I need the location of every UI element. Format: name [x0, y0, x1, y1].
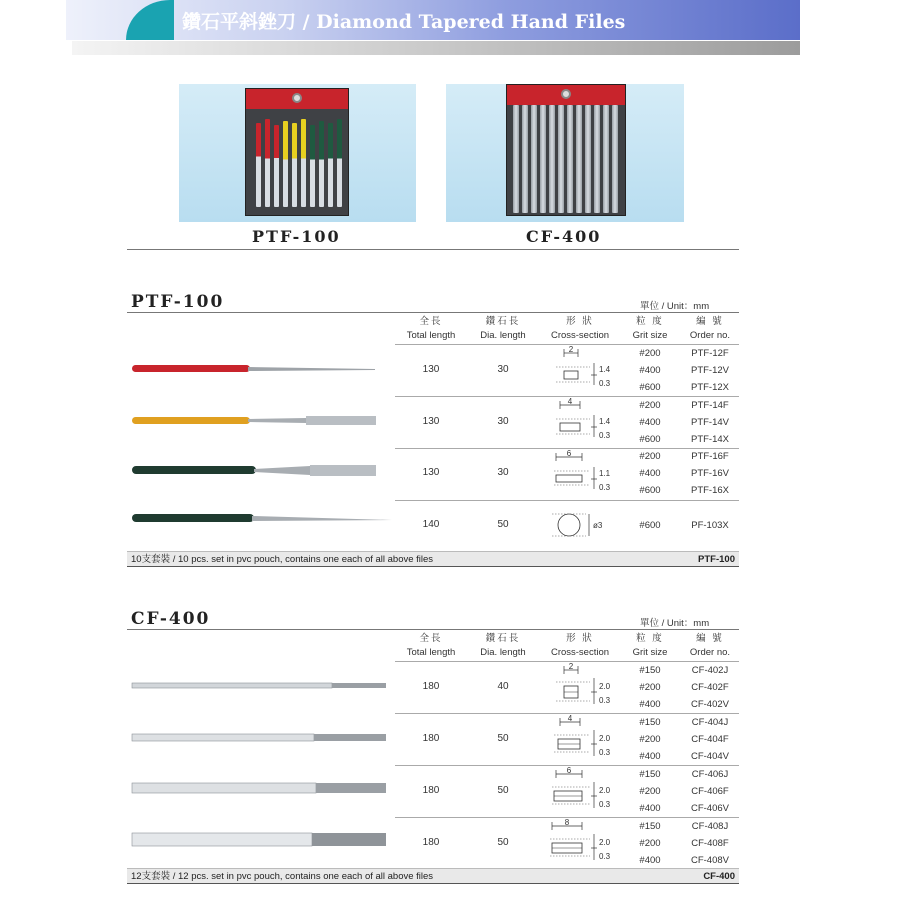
ptf-row2-order-3: PTF-14X: [690, 434, 729, 445]
cf-row3-dia: 50: [497, 785, 509, 796]
ptf-file-image-3: [130, 463, 380, 481]
cf-row2-grit-3: #400: [639, 751, 661, 762]
ptf-row4-grit-1: #600: [639, 520, 661, 531]
cf-row2-total: 180: [422, 733, 440, 744]
ptf-row4-dia: 50: [497, 519, 509, 530]
ptf-row1-grit-1: #200: [639, 348, 661, 359]
ptf-row1-width: 2: [568, 345, 574, 354]
ptf-unit-label: 單位 / Unit：mm: [640, 301, 710, 312]
cf-row3-order-3: CF-406V: [690, 803, 729, 814]
cf-row4-grit-3: #400: [639, 855, 661, 866]
cf-row4-dia: 50: [497, 837, 509, 848]
cf-section-title: CF-400: [131, 609, 211, 629]
ptf-row3-total: 130: [422, 467, 440, 478]
ptf-row1-grit-2: #400: [639, 365, 661, 376]
ptf-file-image-1: [130, 362, 380, 376]
cf-file-image-2: [130, 731, 390, 745]
cf-row4-grit-2: #200: [639, 838, 661, 849]
cf-row1-thick-top: 2.0: [599, 682, 611, 691]
ptf-file-image-4: [130, 511, 396, 527]
ptf-pouch: [245, 88, 349, 216]
cf-row4-thick-bot: 0.3: [599, 852, 611, 861]
cf-file-image-4: [130, 830, 390, 850]
cf-set-footer: [127, 868, 739, 884]
cf-footer-code: CF-400: [703, 871, 735, 882]
cf-row1-order-2: CF-402F: [691, 682, 729, 693]
cf-row3-thick-top: 2.0: [599, 786, 611, 795]
ptf-row1-total: 130: [422, 364, 440, 375]
ptf-row2-dia: 30: [497, 416, 509, 427]
photo-divider: [127, 249, 739, 250]
cf-row3-width: 6: [566, 766, 572, 775]
cf-row3-grit-2: #200: [639, 786, 661, 797]
ptf-row3-cross-section: [552, 449, 624, 491]
ptf-row4-cross-section: [552, 508, 624, 544]
cf-col-cross: 形 狀 Cross-section: [550, 633, 610, 658]
cf-row1-thick-bot: 0.3: [599, 696, 611, 705]
cf-row1-total: 180: [422, 681, 440, 692]
cf-row3-order-1: CF-406J: [691, 769, 729, 780]
page-title: 鑽石平斜銼刀 / Diamond Tapered Hand Files: [182, 11, 626, 33]
cf-row2-grit-2: #200: [639, 734, 661, 745]
cf-row4-width: 8: [564, 818, 570, 827]
cf-row4-cross-section: [548, 818, 624, 862]
ptf-row2-grit-1: #200: [639, 400, 661, 411]
cf-row4-order-3: CF-408V: [690, 855, 729, 866]
cf-row3-cross-section: [552, 766, 624, 810]
ptf-row3-order-2: PTF-16V: [690, 468, 729, 479]
ptf-row3-thick-bot: 0.3: [599, 483, 611, 491]
ptf-title-rule: [127, 312, 739, 313]
cf-row4-order-2: CF-408F: [691, 838, 729, 849]
cf-row4-thick-top: 2.0: [599, 838, 611, 847]
cf-row2-order-2: CF-404F: [691, 734, 729, 745]
ptf-100-caption: PTF-100: [252, 227, 341, 246]
ptf-section-title: PTF-100: [131, 292, 225, 312]
ptf-row4-diameter: ø3: [593, 521, 603, 530]
cf-row2-cross-section: [552, 714, 624, 758]
cf-row1-grit-2: #200: [639, 682, 661, 693]
cf-row4-total: 180: [422, 837, 440, 848]
cf-row3-total: 180: [422, 785, 440, 796]
cf-col-dia: 鑽石長 Dia. length: [480, 633, 526, 658]
ptf-row1-thick-bot: 0.3: [599, 379, 611, 387]
header-underbar: [72, 41, 800, 55]
ptf-col-grit: 粒 度 Grit size: [632, 316, 668, 341]
cf-col-total: 全長 Total length: [406, 633, 456, 658]
ptf-row1-grit-3: #600: [639, 382, 661, 393]
cf-400-product-photo: [446, 84, 684, 222]
ptf-set-footer: [127, 551, 739, 567]
ptf-row1-thick-top: 1.4: [599, 365, 611, 374]
ptf-row4-total: 140: [422, 519, 440, 530]
cf-footer-text: 12支套裝 / 12 pcs. set in pvc pouch, contains one each of all above files: [131, 871, 434, 882]
cf-file-image-3: [130, 781, 390, 797]
ptf-row1-order-1: PTF-12F: [691, 348, 729, 359]
cf-row2-order-3: CF-404V: [690, 751, 729, 762]
ptf-footer-text: 10支套裝 / 10 pcs. set in pvc pouch, contains one each of all above files: [131, 554, 434, 565]
ptf-row1-cross-section: [552, 345, 624, 387]
cf-row3-order-2: CF-406F: [691, 786, 729, 797]
cf-file-image-1: [130, 680, 390, 692]
cf-row2-dia: 50: [497, 733, 509, 744]
cf-row2-thick-top: 2.0: [599, 734, 611, 743]
cf-row2-width: 4: [567, 714, 573, 723]
ptf-row2-thick-top: 1.4: [599, 417, 611, 426]
ptf-row2-thick-bot: 0.3: [599, 431, 611, 439]
cf-row1-cross-section: [552, 662, 624, 706]
cf-row3-grit-1: #150: [639, 769, 661, 780]
cf-row2-grit-1: #150: [639, 717, 661, 728]
cf-row1-dia: 40: [497, 681, 509, 692]
cf-row1-width: 2: [568, 662, 574, 671]
cf-400-caption: CF-400: [526, 227, 602, 246]
ptf-footer-code: PTF-100: [698, 554, 735, 565]
ptf-row2-total: 130: [422, 416, 440, 427]
ptf-row3-order-1: PTF-16F: [691, 451, 729, 462]
ptf-row3-order-3: PTF-16X: [690, 485, 729, 496]
ptf-row3-grit-2: #400: [639, 468, 661, 479]
cf-row3-grit-3: #400: [639, 803, 661, 814]
cf-unit-label: 單位 / Unit：mm: [640, 618, 710, 629]
cf-row1-grit-1: #150: [639, 665, 661, 676]
ptf-row3-grit-1: #200: [639, 451, 661, 462]
cf-row1-order-3: CF-402V: [690, 699, 729, 710]
ptf-row3-dia: 30: [497, 467, 509, 478]
cf-title-rule: [127, 629, 739, 630]
ptf-row1-order-2: PTF-12V: [690, 365, 729, 376]
cf-row4-grit-1: #150: [639, 821, 661, 832]
cf-row4-order-1: CF-408J: [691, 821, 729, 832]
cf-row1-order-1: CF-402J: [691, 665, 729, 676]
ptf-row2-order-1: PTF-14F: [691, 400, 729, 411]
ptf-row1-order-3: PTF-12X: [690, 382, 729, 393]
cf-pouch: [506, 84, 626, 216]
ptf-row2-grit-2: #400: [639, 417, 661, 428]
ptf-row3-grit-3: #600: [639, 485, 661, 496]
ptf-100-product-photo: [179, 84, 416, 222]
ptf-row4-order-1: PF-103X: [691, 520, 729, 531]
ptf-row1-dia: 30: [497, 364, 509, 375]
ptf-row2-width: 4: [567, 397, 573, 406]
ptf-row2-order-2: PTF-14V: [690, 417, 729, 428]
cf-row1-grit-3: #400: [639, 699, 661, 710]
cf-row3-thick-bot: 0.3: [599, 800, 611, 809]
ptf-row3-width: 6: [566, 449, 572, 458]
ptf-col-total: 全長 Total length: [406, 316, 456, 341]
cf-col-order: 編 號 Order no.: [689, 633, 731, 658]
cf-row2-thick-bot: 0.3: [599, 748, 611, 757]
ptf-col-dia: 鑽石長 Dia. length: [480, 316, 526, 341]
ptf-row2-grit-3: #600: [639, 434, 661, 445]
ptf-row3-thick-top: 1.1: [599, 469, 611, 478]
ptf-file-image-2: [130, 413, 380, 429]
ptf-row2-cross-section: [552, 397, 624, 439]
cf-col-grit: 粒 度 Grit size: [632, 633, 668, 658]
ptf-col-cross: 形 狀 Cross-section: [550, 316, 610, 341]
ptf-col-order: 編 號 Order no.: [689, 316, 731, 341]
cf-row2-order-1: CF-404J: [691, 717, 729, 728]
